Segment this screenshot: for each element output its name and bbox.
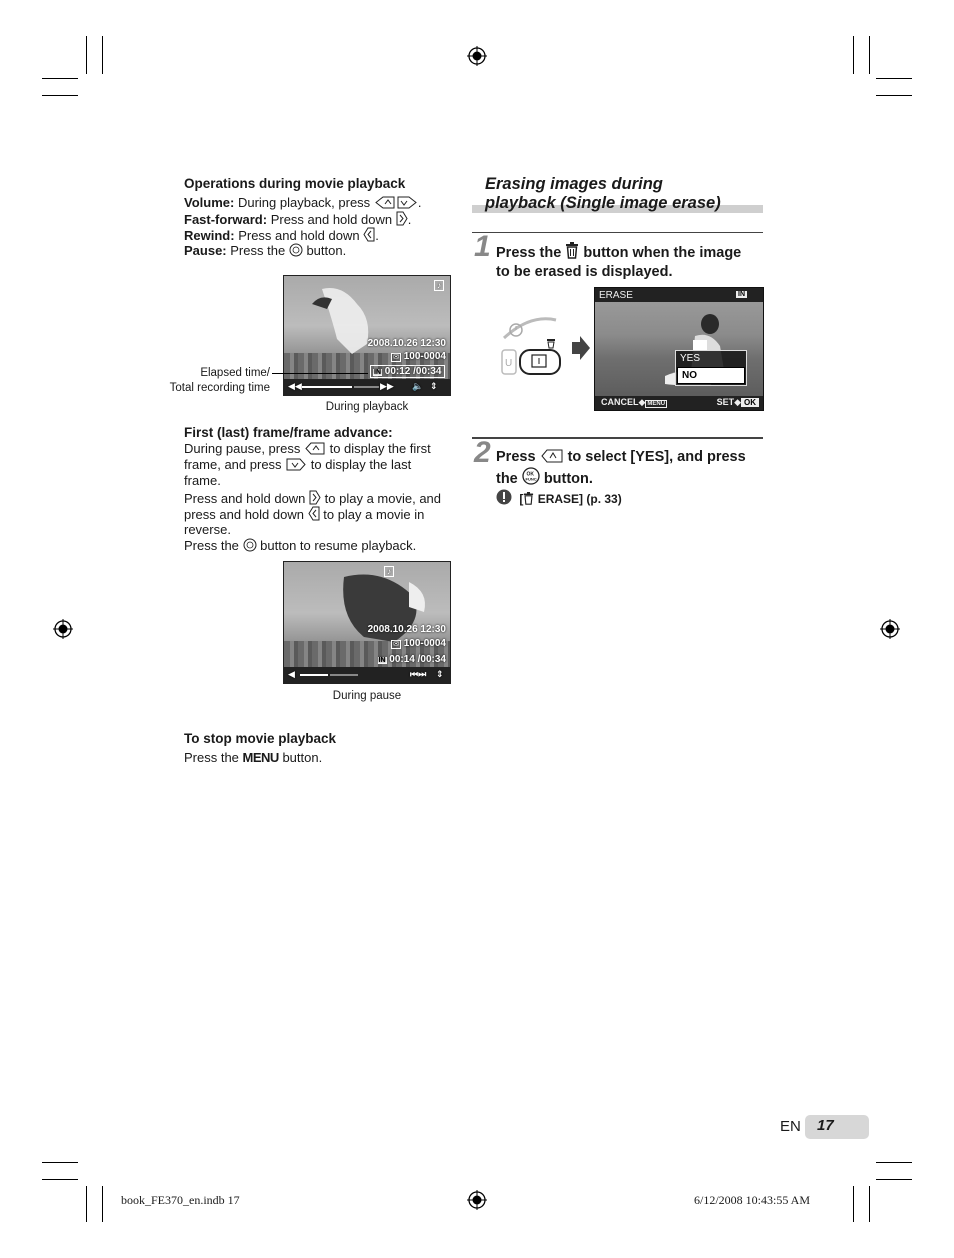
- ok-func-button-icon: [522, 467, 540, 485]
- elapsed-label-1: Elapsed time/: [200, 367, 270, 379]
- playback-file: ✉ 100-0004: [393, 351, 446, 362]
- registration-mark-icon: [467, 46, 487, 66]
- movie-mode-icon: ♪: [384, 566, 394, 577]
- ops-heading: Operations during movie playback: [184, 176, 406, 191]
- pause-file: ✉ 100-0004: [393, 638, 446, 649]
- reference-note: [ ERASE] (p. 33): [496, 489, 622, 506]
- pause-control-bar: [284, 667, 450, 683]
- ok-key-badge: OK: [741, 398, 759, 407]
- trash-icon: [565, 242, 579, 259]
- page-number-box: [805, 1115, 869, 1139]
- movie-mode-icon: ♪: [434, 280, 444, 291]
- fast-forward-icon: ▶▶: [380, 381, 394, 391]
- progress-track: [302, 386, 352, 388]
- progress-remaining: [354, 386, 379, 388]
- ff-text-end: .: [407, 212, 412, 227]
- svg-text:OK: OK: [526, 471, 534, 478]
- crop-mark: [869, 36, 870, 74]
- up-down-arrow-icon: [374, 196, 418, 209]
- erase-screen: [594, 287, 764, 411]
- rewind-text: Press and hold down: [238, 228, 360, 243]
- caption-playback: During playback: [325, 401, 409, 413]
- frame-advance-icon: ⏮⏭: [410, 669, 427, 679]
- crop-mark: [876, 78, 912, 79]
- svg-text:U: U: [505, 358, 513, 369]
- page-number: 17: [817, 1117, 834, 1134]
- right-arrow-button-icon: [396, 211, 408, 226]
- crop-mark: [853, 36, 854, 74]
- playback-time: [370, 365, 445, 378]
- elapsed-time: 00:12: [384, 366, 411, 377]
- frame-line-5: press and hold down to play a movie in: [184, 507, 425, 522]
- rewind-icon: ◀◀: [288, 381, 302, 391]
- elapsed-label-2: Total recording time: [169, 382, 270, 394]
- pause-text: Press the: [230, 243, 286, 258]
- total-time: /00:34: [417, 654, 446, 665]
- registration-mark-icon: [53, 619, 73, 639]
- footer-file-info: book_FE370_en.indb 17: [121, 1193, 240, 1207]
- crop-mark: [853, 1186, 854, 1222]
- ok-func-button-icon: [289, 243, 303, 257]
- set-hint: SET◆ OK: [717, 397, 759, 408]
- controls-icon: ⇕: [436, 669, 444, 679]
- person-silhouette-icon: [324, 567, 434, 647]
- stop-heading: To stop movie playback: [184, 731, 337, 746]
- memory-badge: IN: [378, 657, 386, 664]
- svg-text:FUNC: FUNC: [525, 476, 537, 482]
- frame-heading: First (last) frame/frame advance:: [184, 425, 393, 440]
- crop-mark: [102, 36, 103, 74]
- progress-track: [300, 674, 328, 676]
- elapsed-time: 00:14: [389, 654, 415, 665]
- memory-badge: IN: [738, 291, 745, 298]
- pause-screen: [283, 561, 451, 684]
- ok-func-button-icon: [243, 538, 257, 552]
- menu-key-badge: MENU: [647, 401, 666, 407]
- left-arrow-button-icon: [308, 506, 320, 521]
- elapsed-label: [165, 366, 270, 396]
- step-1-text: Press the button when the image to be erased is displayed.: [496, 242, 741, 282]
- volume-icon: ◀: [288, 669, 295, 679]
- right-arrow-button-icon: [309, 490, 321, 505]
- menu-key-label: MENU: [242, 750, 279, 765]
- total-time: /00:34: [413, 366, 442, 377]
- section-title: [485, 175, 721, 213]
- language-label: EN: [780, 1118, 801, 1135]
- ff-line: [184, 211, 411, 228]
- pause-time: [378, 654, 447, 665]
- controls-icon: ⇕: [430, 381, 438, 391]
- volume-line: [184, 195, 421, 211]
- cancel-hint: CANCEL◆ MENU: [601, 397, 666, 407]
- frame-line-1: During pause, press to display the first: [184, 441, 431, 456]
- caption-pause: During pause: [332, 690, 402, 702]
- leader-line: [272, 373, 368, 374]
- progress-remaining: [330, 674, 358, 676]
- erase-option-no[interactable]: NO: [677, 367, 745, 384]
- down-arrow-button-icon: [285, 458, 307, 471]
- crop-mark: [869, 1186, 870, 1222]
- step-1-text-line-2: to be erased is displayed.: [496, 264, 673, 280]
- reference-link-text[interactable]: ERASE] (p. 33): [537, 492, 622, 506]
- crop-mark: [42, 95, 78, 96]
- crop-mark: [86, 1186, 87, 1222]
- camera-buttons-illustration: [500, 316, 592, 378]
- frame-line-6: reverse.: [184, 522, 231, 537]
- stop-text: Press the MENU button.: [184, 750, 323, 765]
- crop-mark: [42, 78, 78, 79]
- step-divider: [472, 437, 763, 439]
- playback-control-bar: [284, 379, 450, 395]
- ff-label: Fast-forward:: [184, 212, 268, 227]
- step-divider: [472, 232, 763, 233]
- erase-menu: [675, 350, 747, 386]
- registration-mark-icon: [880, 619, 900, 639]
- playback-screen: [283, 275, 451, 396]
- pause-line: [184, 243, 346, 259]
- crop-mark: [876, 1179, 912, 1180]
- left-arrow-button-icon: [363, 227, 375, 242]
- up-arrow-button-icon: [540, 449, 564, 463]
- trash-icon: [523, 492, 534, 505]
- volume-text-end: .: [417, 195, 422, 210]
- crop-mark: [102, 1186, 103, 1222]
- erase-option-yes[interactable]: YES: [680, 353, 701, 364]
- rewind-text-end: .: [375, 228, 379, 243]
- section-title-line-2: playback (Single image erase): [485, 194, 721, 212]
- memory-badge: IN: [374, 369, 381, 376]
- volume-icon: 🔈: [412, 381, 424, 391]
- crop-mark: [42, 1162, 78, 1163]
- crop-mark: [42, 1179, 78, 1180]
- step-1-number: 1: [474, 230, 491, 263]
- step-2-number: 2: [474, 436, 491, 469]
- step-2-text: Press to select [YES], and press the OK FUNC button.: [496, 449, 746, 487]
- crop-mark: [86, 36, 87, 74]
- playback-datetime: 2008.10.26 12:30: [367, 338, 446, 349]
- rewind-line: [184, 227, 379, 244]
- crop-mark: [876, 1162, 912, 1163]
- section-title-line-1: Erasing images during: [485, 175, 663, 193]
- frame-line-7: Press the button to resume playback.: [184, 538, 417, 553]
- crop-mark: [876, 95, 912, 96]
- frame-line-2: frame, and press to display the last: [184, 457, 412, 472]
- up-arrow-button-icon: [304, 442, 326, 455]
- footer-timestamp: 6/12/2008 10:43:55 AM: [694, 1193, 811, 1207]
- frame-line-3: frame.: [184, 473, 221, 488]
- ff-text: Press and hold down: [270, 212, 393, 227]
- pause-text-end: button.: [306, 243, 347, 258]
- pause-datetime: 2008.10.26 12:30: [367, 624, 446, 635]
- frame-line-4: Press and hold down to play a movie, and: [184, 491, 442, 506]
- rewind-label: Rewind:: [184, 228, 235, 243]
- volume-label: Volume:: [184, 195, 235, 210]
- volume-text: During playback, press: [237, 195, 371, 210]
- registration-mark-icon: [467, 1190, 487, 1210]
- warning-icon: [496, 489, 512, 505]
- erase-title: ERASE: [599, 290, 633, 301]
- pause-label: Pause:: [184, 243, 227, 258]
